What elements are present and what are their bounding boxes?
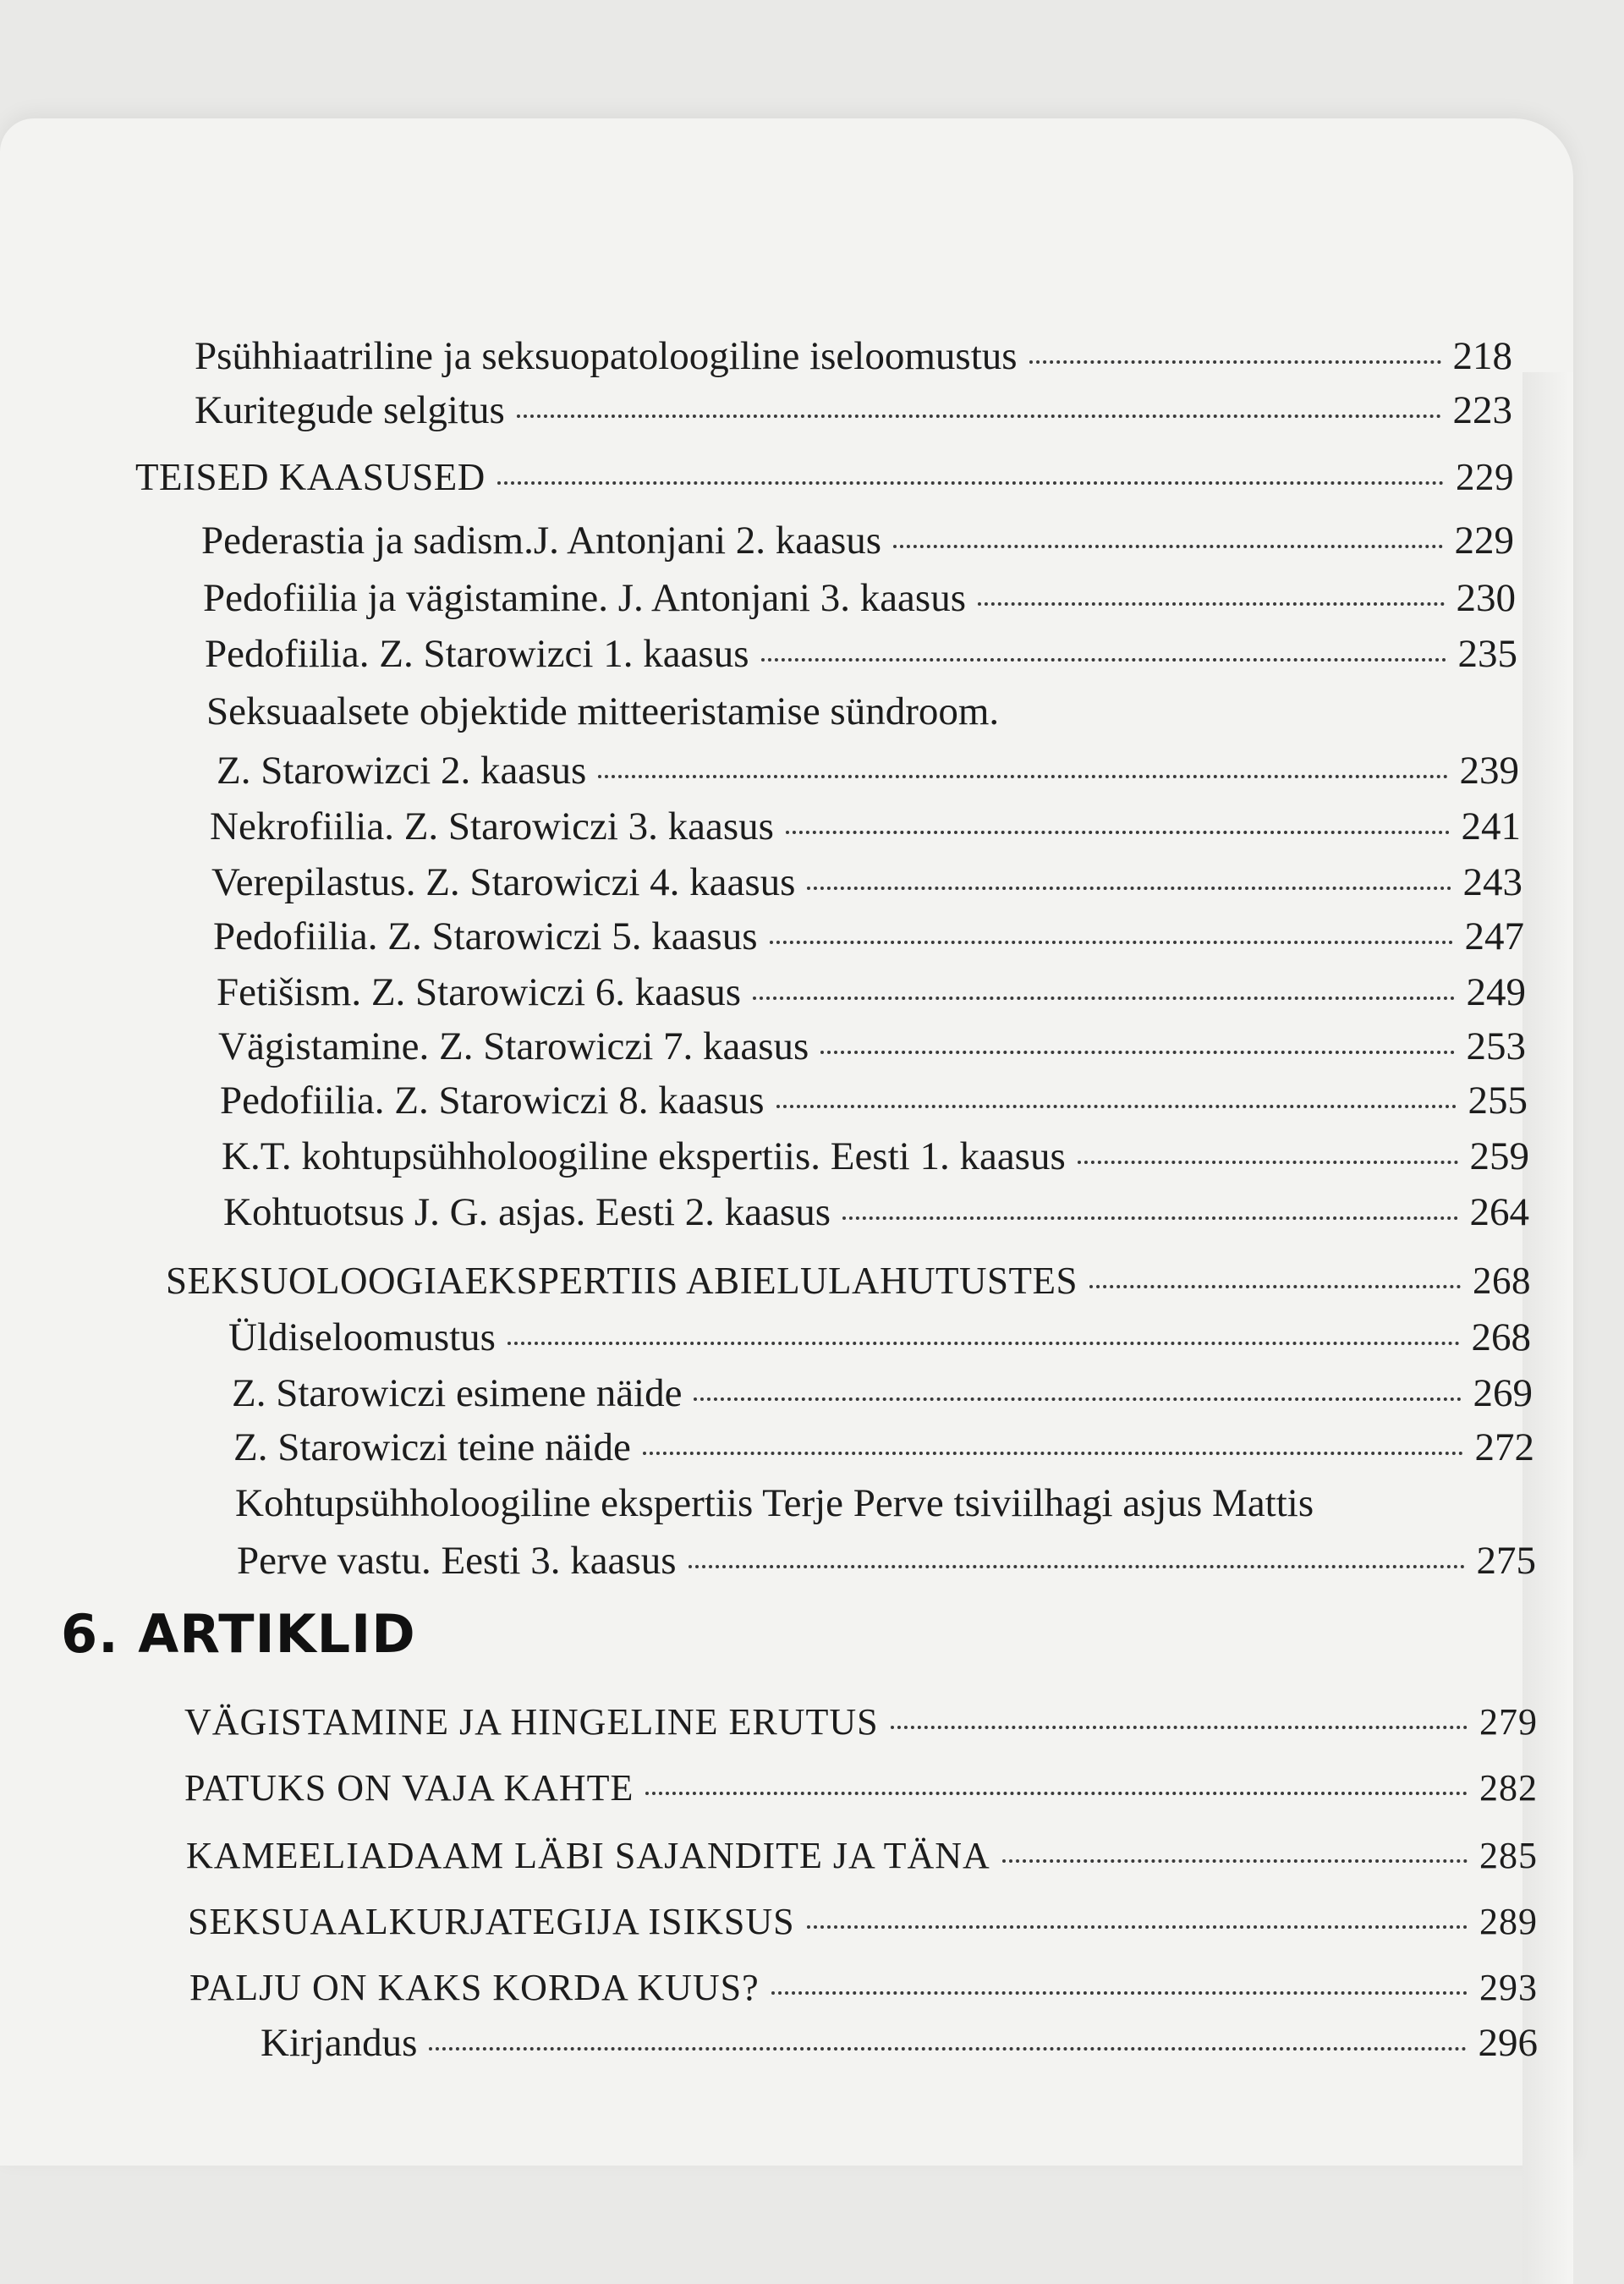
entry-page: 285: [1479, 1835, 1538, 1876]
entry-title: Z. Starowiczi esimene näide: [232, 1371, 683, 1415]
dot-leader: [893, 545, 1442, 548]
dot-leader: [1078, 1161, 1458, 1164]
entry-title: Pedofiilia ja vägistamine. J. Antonjani 3. kaasus: [203, 576, 966, 620]
entry-page: 282: [1479, 1767, 1538, 1809]
entry-page: 249: [1466, 970, 1526, 1014]
toc-entry: [217, 970, 1526, 1014]
entry-title: Nekrofiilia. Z. Starowiczi 3. kaasus: [210, 804, 774, 848]
entry-page: 296: [1478, 2021, 1538, 2065]
entry-title: K.T. kohtupsühholoogiline ekspertiis. Eesti 1. kaasus: [222, 1134, 1066, 1178]
toc-entry: [195, 388, 1512, 432]
toc-section: [166, 1262, 1531, 1300]
entry-page: 241: [1461, 804, 1521, 848]
toc-article: [186, 1837, 1538, 1875]
entry-page: 264: [1469, 1190, 1529, 1234]
toc-entry: [213, 914, 1524, 958]
entry-title: Z. Starowizci 2. kaasus: [217, 749, 587, 793]
toc-entry: [222, 1134, 1529, 1178]
article-title: PALJU ON KAKS KORDA KUUS?: [189, 1967, 760, 2008]
toc-entry: [211, 860, 1522, 904]
toc-entry: [232, 1371, 1533, 1415]
entry-title: Kohtuotsus J. G. asjas. Eesti 2. kaasus: [223, 1190, 831, 1234]
entry-page: 259: [1469, 1134, 1529, 1178]
toc-entry-line: Kohtupsühholoogiline ekspertiis Terje Perve tsiviilhagi asjus Mattis: [235, 1481, 1314, 1525]
dot-leader: [978, 602, 1445, 606]
toc-entry: [223, 1190, 1529, 1234]
entry-page: 239: [1459, 749, 1519, 793]
toc-article: [189, 1969, 1538, 2007]
entry-title: Pedofiilia. Z. Starowizci 1. kaasus: [205, 632, 749, 676]
entry-title: Psühhiaatriline ja seksuopatoloogiline iseloomustus: [195, 334, 1018, 378]
entry-title: Pederastia ja sadism.J. Antonjani 2. kaasus: [201, 519, 882, 563]
toc-entry: [195, 334, 1512, 378]
dot-leader: [645, 1792, 1468, 1795]
dot-leader: [598, 775, 1447, 778]
toc-entry: [205, 634, 1517, 674]
dot-leader: [820, 1051, 1454, 1054]
entry-page: 289: [1479, 1901, 1538, 1942]
dot-leader: [429, 2047, 1466, 2051]
entry-title: Pedofiilia. Z. Starowiczi 8. kaasus: [220, 1079, 765, 1123]
entry-page: 275: [1476, 1539, 1536, 1583]
entry-title: Pedofiilia. Z. Starowiczi 5. kaasus: [213, 914, 758, 958]
toc-entry: [233, 1425, 1534, 1469]
toc-entry: [218, 1024, 1526, 1068]
dot-leader: [694, 1397, 1461, 1401]
entry-page: 255: [1468, 1079, 1528, 1123]
toc-entry: [237, 1541, 1536, 1581]
dot-leader: [807, 1925, 1468, 1929]
toc-entry: [228, 1315, 1531, 1359]
entry-page: 229: [1456, 456, 1514, 498]
entry-page: 230: [1456, 576, 1516, 620]
chapter-heading: 6. ARTIKLID: [61, 1603, 416, 1665]
entry-page: 247: [1464, 914, 1524, 958]
toc-entry: [261, 2023, 1538, 2063]
dot-leader: [1002, 1859, 1468, 1863]
toc-article: [184, 1701, 1538, 1743]
toc-entry: [210, 804, 1521, 848]
dot-leader: [776, 1105, 1457, 1108]
toc-entry: [203, 576, 1516, 620]
entry-page: 268: [1471, 1315, 1531, 1359]
toc-entry: [217, 751, 1519, 791]
dot-leader: [689, 1565, 1465, 1568]
entry-page: 253: [1466, 1024, 1526, 1068]
toc-entry: [220, 1081, 1528, 1121]
article-title: PATUKS ON VAJA KAHTE: [184, 1767, 634, 1809]
article-title: KAMEELIADAAM LÄBI SAJANDITE JA TÄNA: [186, 1835, 990, 1876]
entry-page: 223: [1452, 388, 1512, 432]
entry-page: 229: [1454, 519, 1514, 563]
entry-title: Verepilastus. Z. Starowiczi 4. kaasus: [211, 860, 796, 904]
dot-leader: [497, 481, 1444, 485]
toc-section: [135, 458, 1514, 497]
dot-leader: [643, 1452, 1463, 1455]
section-title: TEISED KAASUSED: [135, 456, 486, 498]
entry-page: 269: [1473, 1371, 1533, 1415]
entry-page: 268: [1473, 1260, 1531, 1302]
entry-page: 235: [1457, 632, 1517, 676]
dot-leader: [770, 941, 1453, 944]
dot-leader: [771, 1991, 1468, 1995]
book-page: [0, 118, 1573, 2166]
toc-entry: [201, 521, 1514, 561]
article-title: SEKSUAALKURJATEGIJA ISIKSUS: [188, 1901, 795, 1942]
dot-leader: [1089, 1285, 1461, 1288]
toc-article: [184, 1767, 1538, 1809]
dot-leader: [891, 1726, 1468, 1729]
entry-page: 218: [1452, 334, 1512, 378]
toc-entry-line: Seksuaalsete objektide mitteeristamise sündroom.: [206, 689, 1000, 733]
entry-page: 293: [1479, 1967, 1538, 2008]
dot-leader: [761, 658, 1446, 662]
dot-leader: [508, 1342, 1460, 1345]
section-title: SEKSUOLOOGIAEKSPERTIIS ABIELULAHUTUSTES: [166, 1260, 1078, 1302]
dot-leader: [1029, 360, 1441, 364]
entry-title: Z. Starowiczi teine näide: [233, 1425, 631, 1469]
entry-title: Kuritegude selgitus: [195, 388, 505, 432]
dot-leader: [807, 887, 1451, 890]
table-of-contents: [0, 118, 1573, 2166]
dot-leader: [786, 831, 1450, 834]
entry-title: Fetišism. Z. Starowiczi 6. kaasus: [217, 970, 742, 1014]
dot-leader: [753, 997, 1454, 1000]
entry-page: 279: [1479, 1701, 1538, 1743]
toc-article: [188, 1903, 1538, 1941]
dot-leader: [842, 1216, 1457, 1220]
entry-title: Kirjandus: [261, 2021, 418, 2065]
entry-page: 272: [1474, 1425, 1534, 1469]
dot-leader: [517, 415, 1441, 418]
entry-title: Üldiseloomustus: [228, 1315, 496, 1359]
entry-page: 243: [1462, 860, 1522, 904]
entry-title: Perve vastu. Eesti 3. kaasus: [237, 1539, 677, 1583]
entry-title: Vägistamine. Z. Starowiczi 7. kaasus: [218, 1024, 809, 1068]
article-title: VÄGISTAMINE JA HINGELINE ERUTUS: [184, 1701, 879, 1743]
